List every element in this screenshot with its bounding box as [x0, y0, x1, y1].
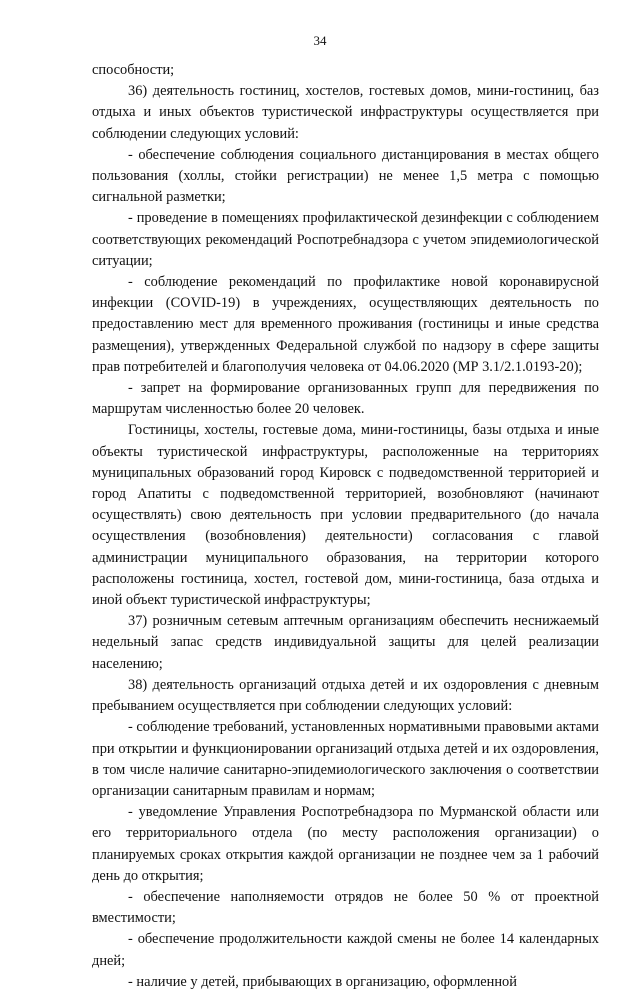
paragraph-continuation: способности; — [92, 62, 175, 78]
paragraph-36-condition-groups: - запрет на формирование организованных групп для передвижения по маршрутам численностью более 20 человек. — [92, 380, 599, 418]
paragraph-38-condition-duration: - обеспечение продолжительности каждой смены не более 14 календарных дней; — [92, 931, 599, 969]
document-body — [92, 60, 599, 993]
page-number: 34 — [313, 33, 327, 48]
paragraph-item-37: 37) розничным сетевым аптечным организациям обеспечить неснижаемый недельный запас средств индивидуальной защиты для целей реализации населению; — [92, 613, 599, 672]
paragraph-item-38: 38) деятельность организаций отдыха детей и их оздоровления с дневным пребыванием осуществляется при соблюдении следующих условий: — [92, 676, 599, 715]
paragraph-38-condition-notification: - уведомление Управления Роспотребнадзора по Мурманской области или его территориального отдела (по месту расположения организации) о планируемых сроках открытия каждой организации не позднее чем за 1 рабочий день до открытия; — [92, 804, 599, 884]
paragraph-38-condition-requirements: - соблюдение требований, установленных нормативными правовыми актами при открытии и функционировании организаций отдыха детей и их оздоровления, в том числе наличие санитарно-эпидемиологического заключения о соответствии организации санитарным правилам и нормам; — [92, 719, 599, 799]
paragraph-36-condition-disinfection: - проведение в помещениях профилактической дезинфекции с соблюдением соответствующих рекомендаций Роспотребнадзора с учетом эпидемиологической ситуации; — [92, 210, 599, 269]
paragraph-38-condition-occupancy: - обеспечение наполняемости отрядов не более 50 % от проектной вместимости; — [92, 888, 599, 927]
paragraph-36-hotels-approval: Гостиницы, хостелы, гостевые дома, мини-гостиницы, базы отдыха и иные объекты туристической инфраструктуры, расположенные на территориях муниципальных образований город Кировск с подведомственной территорией и город Апатиты с подведомственной территорией, возобновляют (начинают осуществлять) свою деятельность при условии предварительного (до начала осуществления (возобновления) деятельности) согласования с главой администрации муниципального образования, на территории которого расположены гостиница, хостел, гостевой дом, мини-гостиница, база отдыха и иной объект туристической инфраструктуры; — [92, 422, 599, 609]
paragraph-38-condition-documents: - наличие у детей, прибывающих в организацию, оформленной — [128, 973, 517, 990]
paragraph-item-36: 36) деятельность гостиниц, хостелов, гостевых домов, мини-гостиниц, баз отдыха и иных объектов туристической инфраструктуры осуществляется при соблюдении следующих условий: — [92, 83, 599, 142]
paragraph-36-condition-distancing: - обеспечение соблюдения социального дистанцирования в местах общего пользования (холлы, стойки регистрации) не менее 1,5 метра с помощью сигнальной разметки; — [92, 146, 599, 206]
paragraph-36-condition-recommendations: - соблюдение рекомендаций по профилактике новой коронавирусной инфекции (COVID-19) в учреждениях, осуществляющих деятельность по предоставлению мест для временного проживания (гостиницы и иные средства размещения), утвержденных Федеральной службой по надзору в сфере защиты прав потребителей и благополучия человека от 04.06.2020 (МР 3.1/2.1.0193-20); — [92, 274, 599, 375]
